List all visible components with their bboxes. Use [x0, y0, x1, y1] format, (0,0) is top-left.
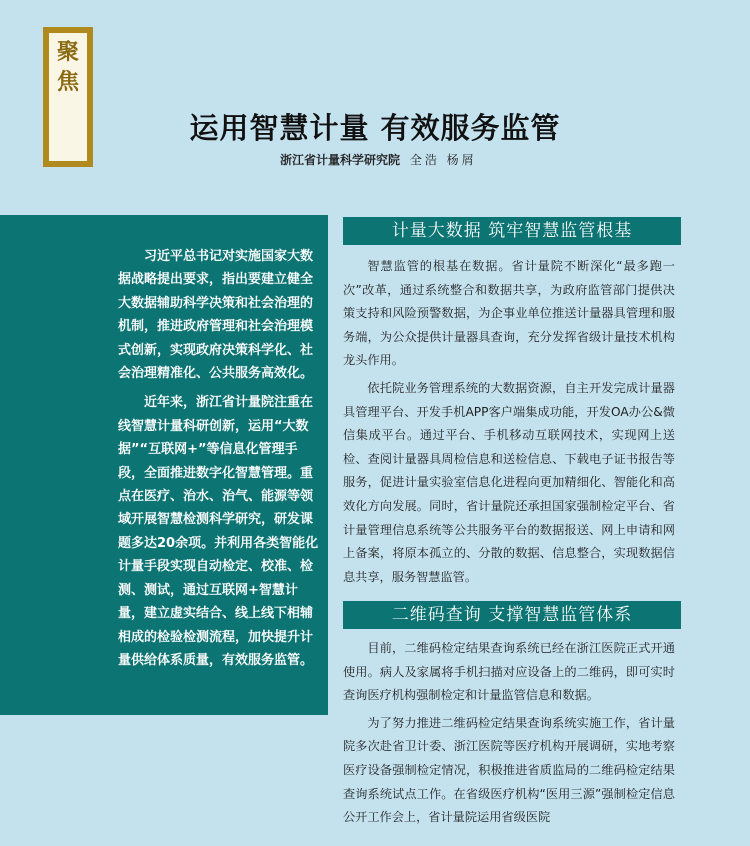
badge-char-2: 焦: [56, 69, 79, 95]
intro-paragraph-2: 近年来，浙江省计量院注重在线智慧计量科研创新，运用“大数据”“互联网+”等信息化管理手段，全面推进数字化智慧管理。重点在医疗、治水、治气、能源等领域开展智慧检测科学研究，研发课题多达20余项。并利用各类智能化计量手段实现自动检定、校准、检测、测试，通过互联网+智慧计量，建立虚实结合、线上线下相辅相成的检验检测流程，加快提升计量供给体系质量，有效服务监管。: [118, 395, 319, 668]
intro-text: [118, 245, 320, 678]
byline-authors: 全浩 杨屑: [409, 153, 477, 167]
section-1-paragraph-2: 依托院业务管理系统的大数据资源，自主开发完成计量器具管理平台、开发手机APP客户端集成功能，开发OA办公&微信集成平台。通过平台、手机移动互联网技术，实现网上送检、查阅计量器具周检信息和送检信息、下载电子证书报告等服务，促进计量实验室信息化进程向更加精细化、智能化和高效化方向发展。同时，省计量院还承担国家强制检定平台、省计量管理信息系统等公共服务平台的数据报送、网上申请和网上备案，将原本孤立的、分散的数据、信息整合，实现数据信息共享，服务智慧监管。: [343, 380, 675, 584]
byline: [280, 151, 477, 168]
section-2-paragraph-2: 为了努力推进二维码检定结果查询系统实施工作，省计量院多次赴省卫计委、浙江医院等医疗机构开展调研，实地考察医疗设备强制检定情况，积极推进省质监局的二维码检定结果查询系统试点工作。在省级医疗机构“医用三源”强制检定信息公开工作会上，省计量院运用省级医院: [343, 715, 675, 825]
byline-org: 浙江省计量科学研究院: [280, 153, 401, 167]
section-heading-1: 计量大数据 筑牢智慧监管根基: [343, 217, 681, 245]
section-2-paragraph-1: 目前，二维码检定结果查询系统已经在浙江医院正式开通使用。病人及家属将手机扫描对应设备上的二维码，即可实时查询医疗机构强制检定和计量监管信息和数据。: [343, 641, 675, 703]
intro-paragraph-1: 习近平总书记对实施国家大数据战略提出要求，指出要建立健全大数据辅助科学决策和社会治理的机制，推进政府管理和社会治理模式创新，实现政府决策科学化、社会治理精准化、公共服务高效化。: [118, 249, 314, 382]
section-body-1: [343, 255, 675, 593]
section-body-2: [343, 637, 675, 834]
badge-char-1: 聚: [56, 39, 79, 65]
page-title: 运用智慧计量 有效服务监管: [189, 111, 561, 145]
section-heading-2: 二维码查询 支撑智慧监管体系: [343, 601, 681, 629]
section-1-paragraph-1: 智慧监管的根基在数据。省计量院不断深化“最多跑一次”改革，通过系统整合和数据共享，为政府监管部门提供决策支持和风险预警数据，为企事业单位推送计量器具管理和服务端，为公众提供计量器具查询，充分发挥省级计量技术机构龙头作用。: [343, 259, 675, 368]
